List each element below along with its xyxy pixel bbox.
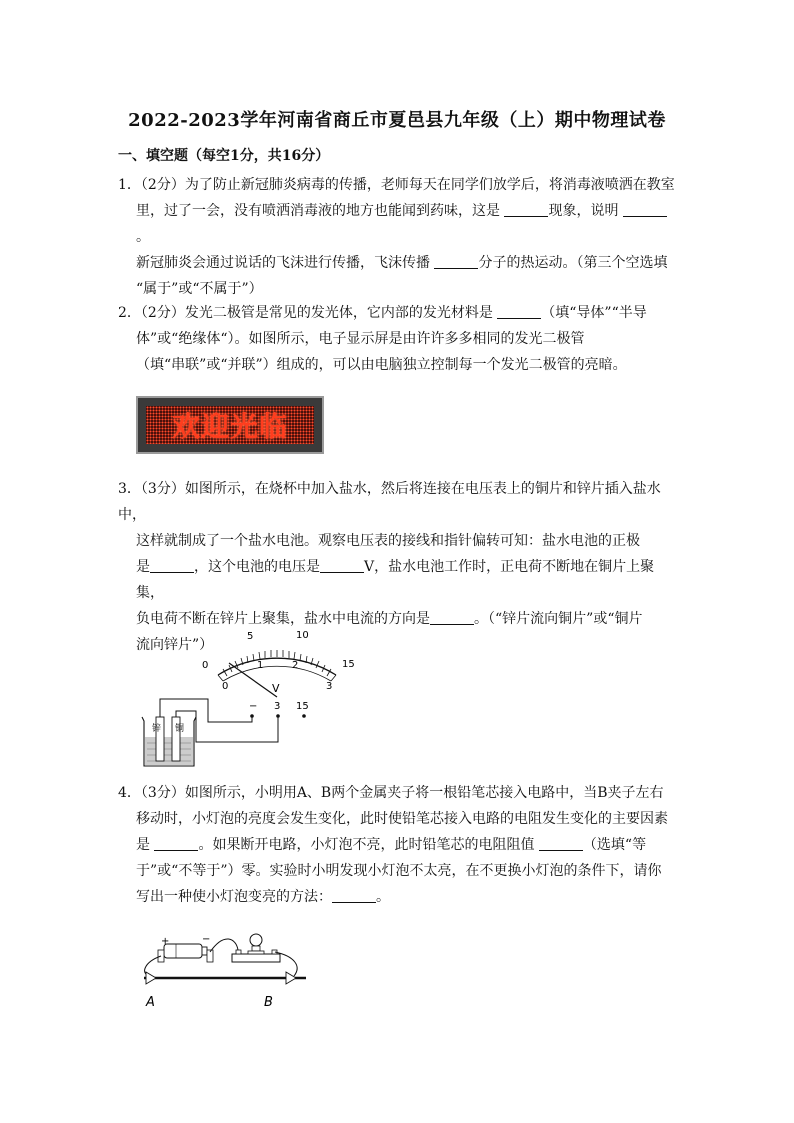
clip-a-icon [146,972,156,984]
led-display-text: 欢迎光临 [171,410,288,443]
q3-line: 这样就制成了一个盐水电池。观察电压表的接线和指针偏转可知：盐水电池的正极 [136,533,640,549]
meter-terminal-label: 3 [274,701,281,712]
clip-a-label: A [146,995,155,1010]
zinc-plate-label: 锌 [152,724,162,734]
question-2 [118,300,678,378]
q3-line: 是 ，这个电池的电压是 V，盐水电池工作时，正电荷不断地在铜片上聚集， [136,559,655,601]
voltmeter-battery-figure [130,625,370,770]
meter-inner-label: 1 [257,660,264,671]
q4-line: 写出一种使小灯泡变亮的方法： 。 [136,889,390,905]
page-title: 2022-2023学年河南省商丘市夏邑县九年级（上）期中物理试卷 [128,110,666,131]
pencil-lead-circuit-figure [136,926,316,1014]
wire [210,939,238,952]
question-4 [118,780,678,910]
answer-blank[interactable] [154,836,198,851]
meter-outer-label: 0 [202,660,209,671]
q1-line: 新冠肺炎会通过说话的飞沫进行传播，飞沫传播 分子的热运动。（第三个空选填 [136,255,668,271]
meter-outer-label: 10 [296,630,309,641]
q1-line: 1．（2分）为了防止新冠肺炎病毒的传播，老师每天在同学们放学后，将消毒液喷洒在教室 [118,177,675,193]
meter-scale-arc-inner [223,666,331,681]
answer-blank[interactable] [430,610,474,625]
answer-blank[interactable] [434,254,478,269]
answer-blank[interactable] [497,304,541,319]
q2-line: 体”或“绝缘体“）。如图所示，电子显示屏是由许许多多相同的发光二极管 [136,331,585,347]
answer-blank[interactable] [539,836,583,851]
answer-blank[interactable] [504,202,548,217]
question-1 [118,172,678,302]
q2-line: 2．（2分）发光二极管是常见的发光体，它内部的发光材料是 （填“导体”“半导 [118,305,647,321]
meter-outer-label: 5 [247,631,254,642]
q4-line: 是 。如果断开电路，小灯泡不亮，此时铅笔芯的电阻阻值 （选填“等 [136,837,647,853]
battery-minus: − [202,934,211,945]
answer-blank[interactable] [320,558,364,573]
meter-terminal-label: 15 [296,701,309,712]
q3-line: 负电荷不断在锌片上聚集，盐水中电流的方向是 。（“锌片流向铜片”或“铜片 [136,611,643,627]
meter-terminal-label: − [249,701,258,712]
meter-unit: V [272,682,280,695]
meter-inner-label: 3 [326,681,333,692]
section-heading: 一、填空题（每空1分，共16分） [118,148,330,164]
q4-line: 移动时，小灯泡的亮度会发生变化，此时使铅笔芯接入电路的电阻发生变化的主要因素 [136,811,668,827]
copper-plate-label: 铜 [175,724,185,734]
q1-line: “属于”或“不属于”） [136,281,263,297]
clip-b-label: B [264,995,273,1010]
meter-inner-label: 2 [292,660,299,671]
q4-line: 4．（3分）如图所示，小明用A、B两个金属夹子将一根铅笔芯接入电路中，当B夹子左右 [118,785,664,801]
led-display-image [136,396,324,454]
clip-b-icon [286,972,296,984]
answer-blank[interactable] [623,202,667,217]
meter-outer-label: 15 [342,659,355,670]
q3-line: 流向锌片”） [136,637,214,653]
meter-inner-label: 0 [222,681,229,692]
q1-line: 里，过了一会，没有喷洒消毒液的地方也能闻到药味，这是 现象，说明 。 [118,198,678,250]
meter-needle [229,663,277,697]
meter-terminal [302,714,306,718]
q3-line: 3．（3分）如图所示，在烧杯中加入盐水，然后将连接在电压表上的铜片和锌片插入盐水中， [118,481,661,523]
battery-plus: + [161,936,170,947]
bulb-icon [232,934,280,962]
answer-blank[interactable] [150,558,194,573]
q4-line: 于”或“不等于”）零。实验时小明发现小灯泡不太亮，在不更换小灯泡的条件下，请你 [136,863,662,879]
answer-blank[interactable] [332,888,376,903]
q2-line: （填“串联”或“并联”）组成的，可以由电脑独立控制每一个发光二极管的亮暗。 [136,357,627,373]
